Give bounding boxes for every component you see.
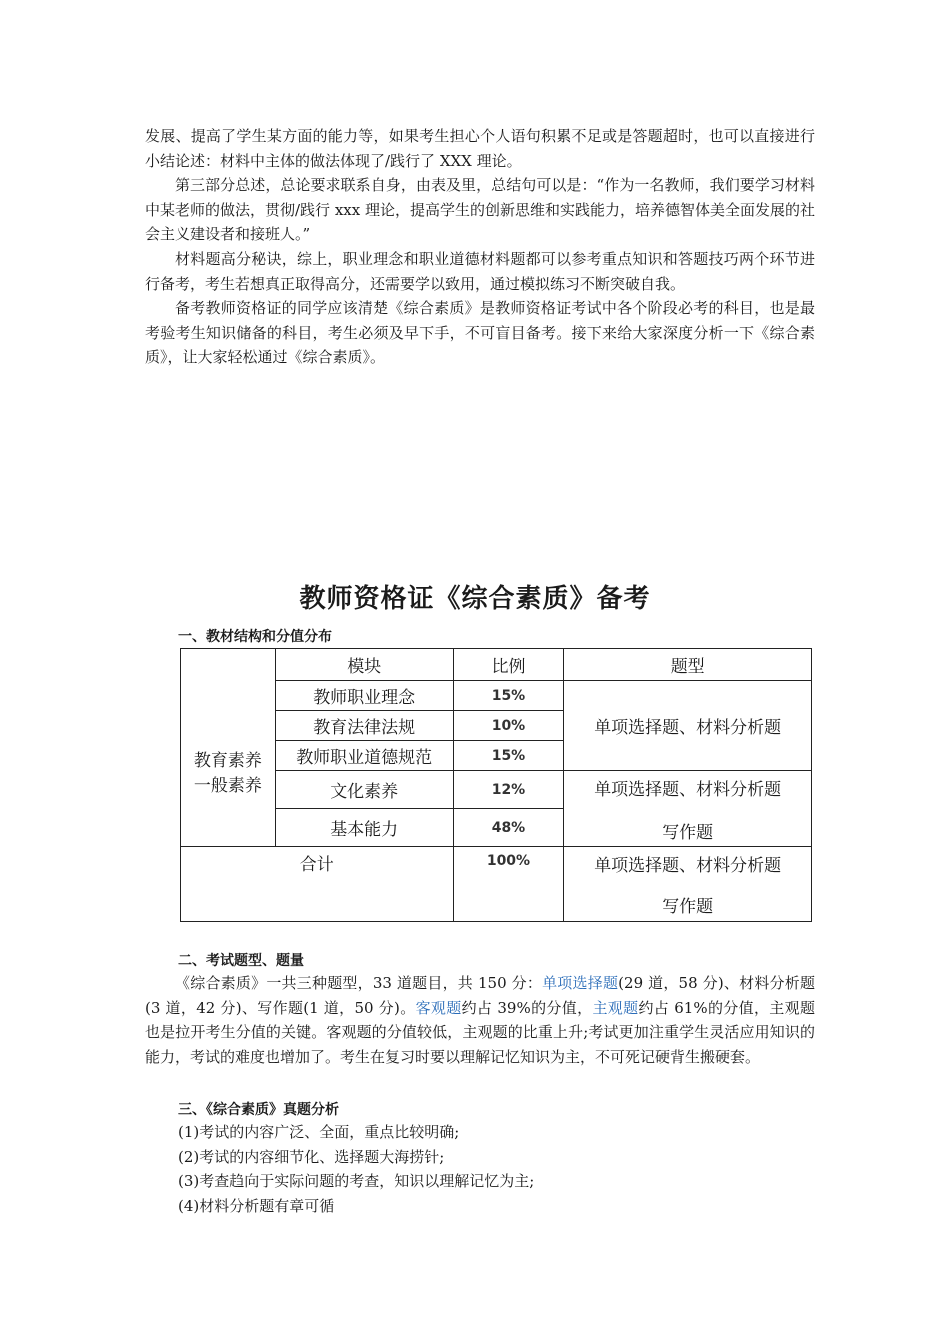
types-cell-general [564,771,812,847]
ratio-cell: 15% [453,741,564,771]
module-cell: 文化素养 [275,771,453,809]
group-label-education: 教育素养 [193,750,262,771]
intro-paragraph-1: 发展、提高了学生某方面的能力等，如果考生担心个人语句积累不足或是答题超时，也可以直接进行小结论述：材料中主体的做法体现了/践行了 XXX 理论。 [145,127,815,170]
header-type: 题型 [564,649,812,681]
types-total-line-1: 单项选择题、材料分析题 [594,856,782,876]
table-row [181,771,812,809]
section-2-text: 《综合素质》一共三种题型，33 道题目，共 150 分： [175,974,543,992]
intro-paragraph-4: 备考教师资格证的同学应该清楚《综合素质》是教师资格证考试中各个阶段必考的科目，也是最考验考生知识储备的科目，考生必须及早下手，不可盲目备考。接下来给大家深度分析一下《综合素质》，让大家轻松通过《综合素质》。 [145,299,815,367]
section-1-heading: 一、教材结构和分值分布 [178,629,332,645]
structure-table [180,648,812,922]
table-total-row [181,847,812,922]
types-cell-total [564,847,812,922]
section-2-paragraph [145,971,815,1069]
table-header-row [181,649,812,681]
ratio-cell: 12% [453,771,564,809]
header-module: 模块 [275,649,453,681]
table-row [181,681,812,711]
link-single-choice[interactable]: 单项选择题 [542,974,619,992]
ratio-cell: 10% [453,711,564,741]
types-general-line-1: 单项选择题、材料分析题 [594,779,782,800]
section-2-text: (29 道，58 分)、材料分析题(3 道，42 分)、写作题(1 道，50 分)。 [145,974,815,1017]
types-cell-education: 单项选择题、材料分析题 [564,681,812,771]
analysis-item-2: (2)考试的内容细节化、选择题大海捞针; [178,1148,445,1166]
section-2-heading: 二、考试题型、题量 [178,953,304,969]
section-2-text: 约占 61%的分值，主观题也是拉开考生分值的关键。客观题的分值较低，主观题的比重上升;考试更加注重学生灵活应用知识的能力，考试的难度也增加了。考生在复习时要以理解记忆知识为主，不可死记硬背生搬硬套。 [145,998,815,1066]
group-cell-education [181,681,276,771]
analysis-item-1: (1)考试的内容广泛、全面，重点比较明确; [178,1123,460,1141]
group-label-general: 一般素养 [193,775,262,796]
analysis-item-4: (4)材料分析题有章可循 [178,1197,335,1215]
module-cell: 教育法律法规 [275,711,453,741]
module-cell: 教师职业道德规范 [275,741,453,771]
analysis-item-3: (3)考查趋向于实际问题的考查，知识以理解记忆为主; [178,1172,535,1190]
header-ratio: 比例 [453,649,564,681]
page-title: 教师资格证《综合素质》备考 [299,584,651,614]
total-label: 合计 [181,847,454,922]
group-cell-general [181,771,276,847]
total-ratio: 100% [453,847,564,922]
intro-paragraph-3: 材料题高分秘诀，综上，职业理念和职业道德材料题都可以参考重点知识和答题技巧两个环节进行备考，考生若想真正取得高分，还需要学以致用，通过模拟练习不断突破自我。 [145,250,815,293]
types-total-line-2: 写作题 [662,897,714,917]
module-cell: 基本能力 [275,809,453,847]
link-subjective[interactable]: 主观题 [592,998,639,1017]
ratio-cell: 15% [453,681,564,711]
module-cell: 教师职业理念 [275,681,453,711]
types-general-line-2: 写作题 [662,822,714,843]
section-2-text: 约占 39%的分值， [461,998,593,1017]
section-3-heading: 三、《综合素质》真题分析 [178,1102,339,1118]
link-objective[interactable]: 客观题 [415,998,462,1017]
ratio-cell: 48% [453,809,564,847]
intro-paragraph-2: 第三部分总述，总论要求联系自身，由表及里，总结句可以是：“作为一名教师，我们要学习材料中某老师的做法，贯彻/践行 xxx 理论，提高学生的创新思维和实践能力，培养德智体美全面发展的社会主义建设者和接班人。” [145,176,815,244]
